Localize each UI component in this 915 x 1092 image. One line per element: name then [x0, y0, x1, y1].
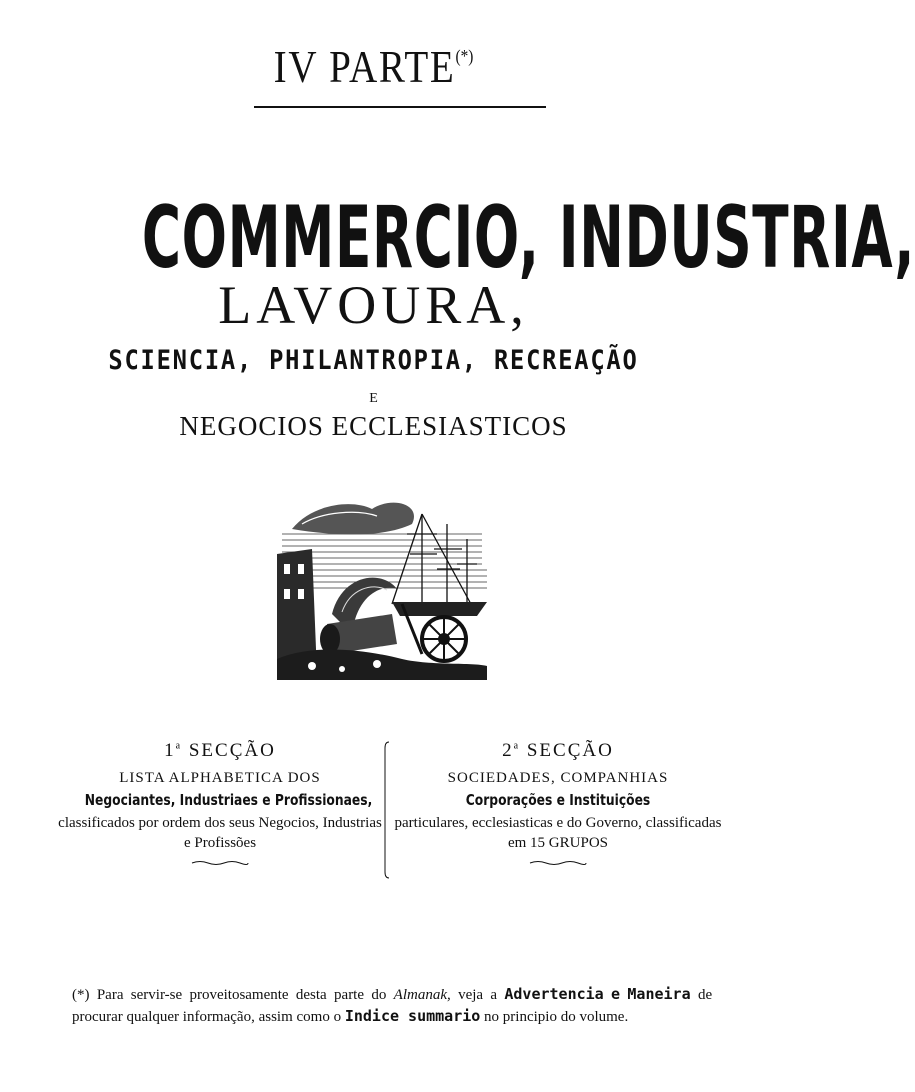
industry-engraving-icon: [272, 494, 494, 680]
subtitle-ecclesiastic: NEGOCIOS ECCLESIASTICOS: [179, 411, 568, 441]
column-divider: [383, 740, 391, 880]
section-2-heading: SOCIEDADES, COMPANHIAS: [447, 770, 669, 786]
flourish-icon: [190, 860, 250, 866]
section-2-title: 2$^a$ SECÇÃO: [502, 740, 614, 761]
section-1: [55, 740, 385, 871]
headline: COMMERCIO, INDUSTRIA,: [141, 188, 915, 288]
footnote-mark: (*): [455, 46, 474, 66]
part-title: IV PARTE(*): [273, 41, 474, 92]
section-2-subheading: Corporações e Instituições: [465, 791, 651, 809]
section-2: [393, 740, 723, 871]
section-1-description: classificados por ordem dos seus Negocios, Industrias e Profissões: [58, 815, 382, 851]
section-1-heading: LISTA ALPHABETICA DOS: [119, 770, 321, 786]
flourish-icon: [528, 860, 588, 866]
conjunction: E: [369, 391, 378, 406]
subtitle-lavoura: LAVOURA,: [218, 275, 529, 335]
section-1-title: 1$^a$ SECÇÃO: [164, 740, 276, 761]
section-2-description: particulares, ecclesiasticas e do Governo, classificadas em 15 GRUPOS: [394, 815, 722, 851]
footnote: (*) Para servir-se proveitosamente desta parte do Almanak, veja a Advertencia e Maneira de procurar qualquer informação, assim como o Indice summario no principio do volume.: [72, 985, 713, 1025]
subtitle-sciences: SCIENCIA, PHILANTROPIA, RECREAÇÃO: [108, 345, 639, 376]
section-1-subheading: Negociantes, Industriaes e Profissionaes,: [84, 791, 373, 809]
title-rule: [254, 106, 546, 108]
